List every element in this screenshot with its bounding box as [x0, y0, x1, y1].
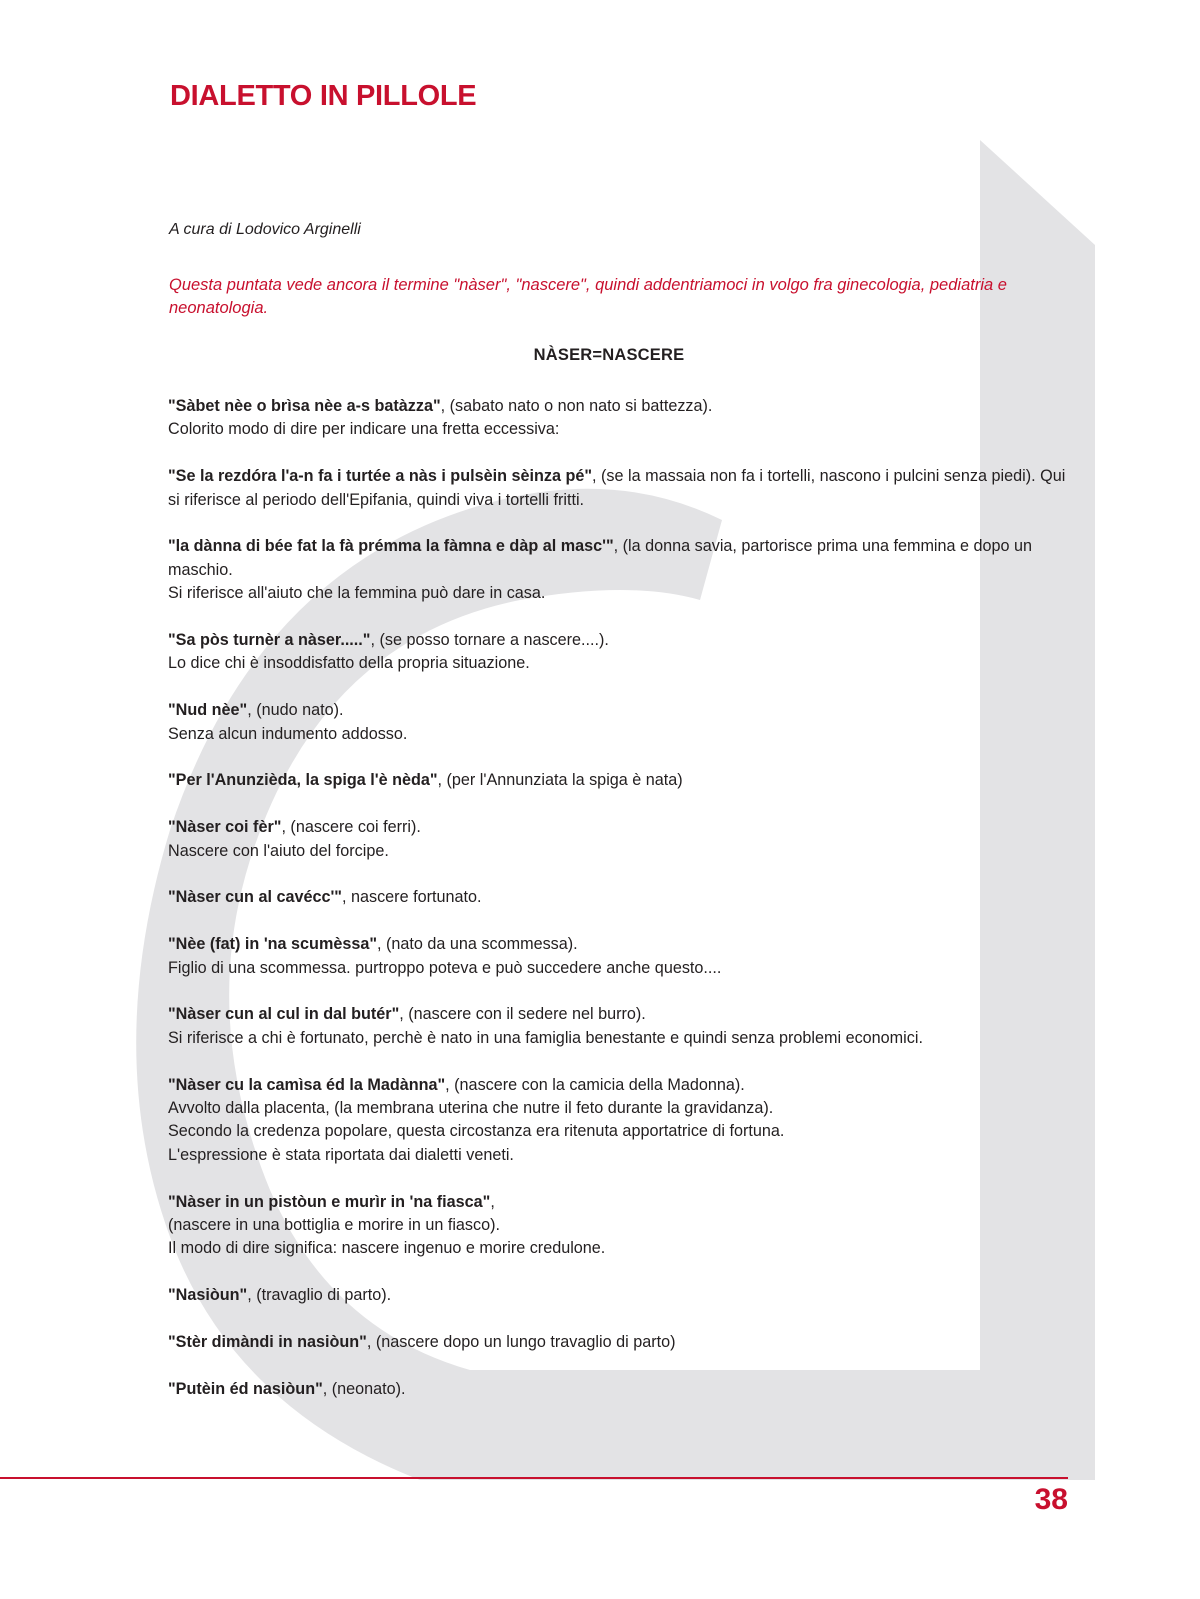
intro-paragraph: Questa puntata vede ancora il termine "nàser", "nascere", quindi addentriamoci in volgo fra ginecologia, pediatria e neonatologia. — [169, 276, 1007, 317]
explanation-line: Senza alcun indumento addosso. — [168, 724, 408, 743]
section-title: DIALETTO IN PILLOLE — [170, 80, 477, 112]
saying-entry — [168, 1331, 1068, 1354]
translation-text: , nascere fortunato. — [341, 888, 482, 907]
dialect-phrase: "Nàser in un pistòun e murìr in 'na fiasca" — [168, 1192, 491, 1211]
explanation-line: Figlio di una scommessa. purtroppo poteva e può succedere anche questo.... — [168, 958, 722, 977]
translation-text: , (travaglio di parto). — [247, 1286, 392, 1305]
saying-entry — [168, 1074, 1068, 1168]
saying-entry — [168, 465, 1068, 512]
explanation-line: Lo dice chi è insoddisfatto della propria situazione. — [168, 654, 530, 673]
explanation-line: Secondo la credenza popolare, questa circostanza era ritenuta apportatrice di fortuna. — [168, 1122, 785, 1141]
page-number: 38 — [1034, 1483, 1068, 1516]
author-byline: A cura di Lodovico Arginelli — [169, 221, 361, 238]
translation-text: , (neonato). — [322, 1379, 406, 1398]
translation-text: , (se posso tornare a nascere....). — [370, 631, 609, 650]
saying-entry — [168, 699, 1068, 746]
explanation-line: Avvolto dalla placenta, (la membrana uterina che nutre il feto durante la gravidanza). — [168, 1099, 774, 1118]
dialect-phrase: "Nèe (fat) in 'na scumèssa" — [168, 935, 378, 954]
saying-entry — [168, 1003, 1068, 1050]
dialect-phrase: "Nud nèe" — [168, 701, 248, 720]
translation-text: , (nato da una scommessa). — [377, 935, 578, 954]
dialect-phrase: "Stèr dimàndi in nasiòun" — [168, 1333, 367, 1352]
translation-text: , (nudo nato). — [247, 701, 344, 720]
saying-list — [168, 395, 1068, 1425]
explanation-line: L'espressione è stata riportata dai dialetti veneti. — [168, 1145, 514, 1164]
explanation-line: (nascere in una bottiglia e morire in un fiasco). — [168, 1216, 501, 1235]
dialect-phrase: "Nàser cu la camìsa éd la Madànna" — [168, 1075, 446, 1094]
dialect-phrase: "Nàser cun al cavécc'" — [168, 888, 342, 907]
saying-entry — [168, 886, 1068, 909]
explanation-line: Si riferisce all'aiuto che la femmina può dare in casa. — [168, 584, 546, 603]
translation-text: , — [490, 1192, 495, 1211]
translation-text: , (sabato nato o non nato si battezza). — [440, 397, 713, 415]
translation-text: , (nascere con il sedere nel burro). — [399, 1005, 646, 1024]
translation-text: , (nascere con la camicia della Madonna). — [445, 1075, 745, 1094]
saying-entry — [168, 629, 1068, 676]
saying-entry — [168, 1191, 1068, 1261]
dialect-phrase: "Se la rezdóra l'a-n fa i turtée a nàs i pulsèin sèinza pé" — [168, 467, 593, 486]
translation-text: , (se la massaia non fa i tortelli, nascono i pulcini senza piedi). Qui si riferisce al periodo dell'Epifania, quindi viva i tortelli fritti. — [168, 467, 1066, 509]
dialect-phrase: "Sa pòs turnèr a nàser....." — [168, 631, 371, 650]
translation-text: , (la donna savia, partorisce prima una femmina e dopo un maschio. — [168, 537, 1033, 579]
dialect-phrase: "la dànna di bée fat la fà prémma la fàmna e dàp al masc'" — [168, 537, 614, 556]
dialect-phrase: "Sàbet nèe o brìsa nèe a-s batàzza" — [168, 397, 441, 415]
saying-entry — [168, 769, 1068, 792]
translation-text: , (per l'Annunziata la spiga è nata) — [437, 771, 683, 790]
saying-entry — [168, 933, 1068, 980]
saying-entry — [168, 395, 1068, 442]
saying-entry — [168, 1378, 1068, 1401]
article-subtitle: NÀSER=NASCERE — [533, 346, 685, 364]
saying-entry — [168, 1284, 1068, 1307]
explanation-line: Colorito modo di dire per indicare una fretta eccessiva: — [168, 420, 560, 439]
dialect-phrase: "Per l'Anunzièda, la spiga l'è nèda" — [168, 771, 438, 790]
explanation-line: Nascere con l'aiuto del forcipe. — [168, 841, 389, 860]
dialect-phrase: "Putèin éd nasiòun" — [168, 1379, 323, 1398]
dialect-phrase: "Nàser cun al cul in dal butér" — [168, 1005, 400, 1024]
translation-text: , (nascere coi ferri). — [281, 818, 421, 837]
saying-entry — [168, 816, 1068, 863]
translation-text: , (nascere dopo un lungo travaglio di parto) — [366, 1333, 676, 1352]
dialect-phrase: "Nàser coi fèr" — [168, 818, 282, 837]
dialect-phrase: "Nasiòun" — [168, 1286, 248, 1305]
explanation-line: Il modo di dire significa: nascere ingenuo e morire credulone. — [168, 1239, 606, 1258]
footer-divider — [0, 1477, 1068, 1479]
saying-entry — [168, 535, 1068, 605]
explanation-line: Si riferisce a chi è fortunato, perchè è nato in una famiglia benestante e quindi senza problemi economici. — [168, 1028, 923, 1047]
